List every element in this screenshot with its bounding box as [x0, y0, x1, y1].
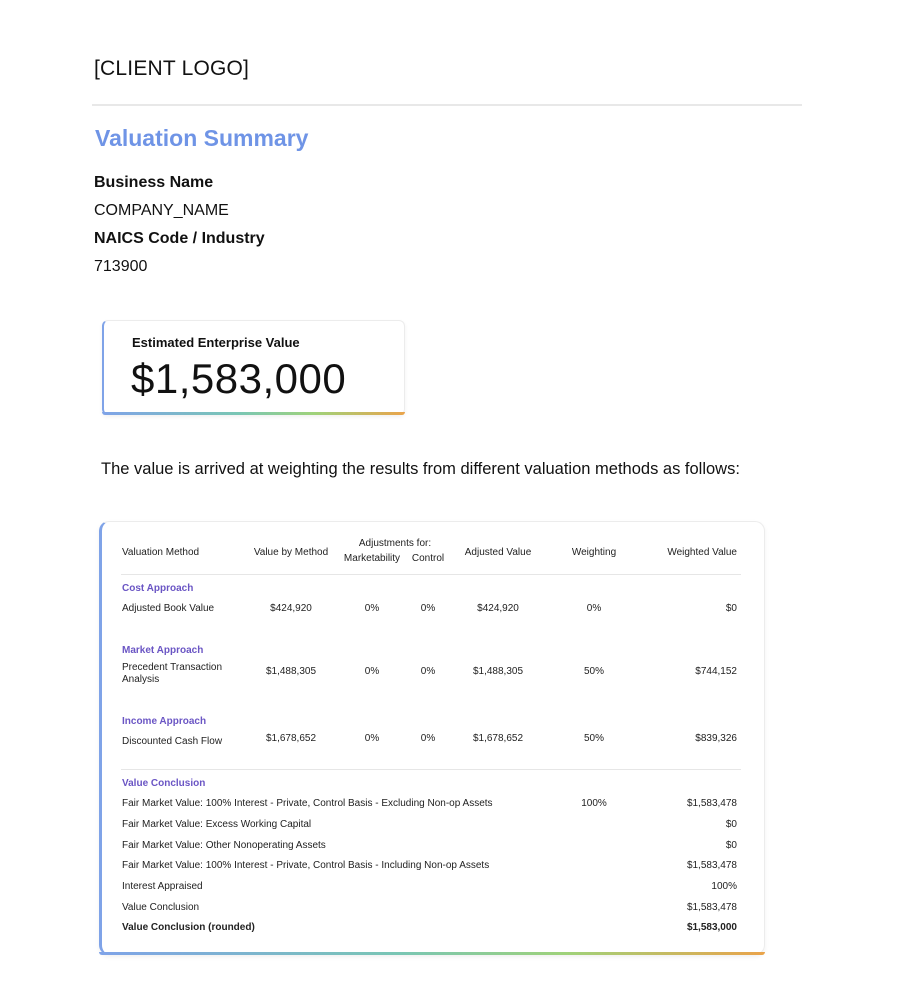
conclusion-rounded-value: $1,583,000 [686, 922, 737, 933]
row-weighting-income: 50% [583, 733, 605, 744]
conclusion-row-value: 100% [711, 881, 737, 892]
conclusion-rounded-label: Value Conclusion (rounded) [122, 922, 255, 933]
section-title-conclusion: Value Conclusion [122, 778, 206, 789]
conclusion-row-value: $1,583,478 [686, 902, 737, 913]
header-adjustments: Adjustments for: [358, 538, 432, 549]
naics-value: 713900 [94, 258, 148, 275]
header-weighted-value: Weighted Value [667, 547, 737, 558]
enterprise-value-card [102, 320, 405, 415]
conclusion-row-label: Interest Appraised [122, 881, 203, 892]
row-value-market: $1,488,305 [265, 666, 317, 677]
section-title-cost: Cost Approach [122, 583, 194, 594]
card-gradient-bar [102, 412, 405, 415]
conclusion-row-label: Value Conclusion [122, 902, 200, 913]
row-adjusted-income: $1,678,652 [472, 733, 524, 744]
row-value-income: $1,678,652 [265, 733, 317, 744]
header-divider-line [121, 574, 741, 575]
row-control-cost: 0% [420, 603, 436, 614]
conclusion-row-value: $1,583,478 [686, 860, 737, 871]
row-marketability-market: 0% [364, 666, 380, 677]
header-marketability: Marketability [343, 553, 401, 564]
table-gradient-bar [99, 952, 765, 955]
row-weighting-market: 50% [583, 666, 605, 677]
client-logo-placeholder: [CLIENT LOGO] [94, 57, 250, 80]
header-adjusted-value: Adjusted Value [464, 547, 532, 558]
enterprise-value-label: Estimated Enterprise Value [132, 335, 300, 350]
row-marketability-income: 0% [364, 733, 380, 744]
valuation-table-card [99, 521, 765, 955]
row-adjusted-market: $1,488,305 [472, 666, 524, 677]
row-weighted-cost: $0 [725, 603, 737, 614]
intro-text: The value is arrived at weighting the results from different valuation methods as follows: [101, 460, 740, 478]
business-name-value: COMPANY_NAME [94, 202, 229, 219]
row-weighted-income: $839,326 [695, 733, 737, 744]
business-name-label: Business Name [94, 174, 214, 191]
section-title-income: Income Approach [122, 716, 207, 727]
row-adjusted-cost: $424,920 [477, 603, 519, 614]
header-control: Control [411, 553, 445, 564]
row-method-cost: Adjusted Book Value [122, 603, 215, 614]
enterprise-value-amount: $1,583,000 [131, 355, 347, 402]
conclusion-row-weighting: 100% [581, 798, 607, 809]
conclusion-row-value: $1,583,478 [686, 798, 737, 809]
row-marketability-cost: 0% [364, 603, 380, 614]
row-method-income: Discounted Cash Flow [122, 736, 223, 747]
row-weighting-cost: 0% [586, 603, 602, 614]
conclusion-row-value: $0 [725, 819, 737, 830]
row-weighted-market: $744,152 [695, 666, 737, 677]
row-control-market: 0% [420, 666, 436, 677]
conclusion-divider-line [121, 769, 741, 770]
conclusion-row-value: $0 [725, 840, 737, 851]
row-method-market-line2: Analysis [122, 674, 160, 685]
header-value-by-method: Value by Method [253, 547, 329, 558]
header-divider [92, 104, 802, 106]
conclusion-row-label: Fair Market Value: Excess Working Capital [122, 819, 312, 830]
header-valuation-method: Valuation Method [122, 547, 200, 558]
header-weighting: Weighting [571, 547, 617, 558]
row-method-market-line1: Precedent Transaction [122, 662, 223, 673]
row-control-income: 0% [420, 733, 436, 744]
section-title-market: Market Approach [122, 645, 204, 656]
naics-label: NAICS Code / Industry [94, 230, 265, 247]
conclusion-row-label: Fair Market Value: Other Nonoperating Assets [122, 840, 326, 851]
row-value-cost: $424,920 [270, 603, 312, 614]
page-title: Valuation Summary [95, 125, 309, 151]
conclusion-row-label: Fair Market Value: 100% Interest - Private, Control Basis - Excluding Non-op Assets [122, 798, 493, 809]
conclusion-row-label: Fair Market Value: 100% Interest - Private, Control Basis - Including Non-op Assets [122, 860, 490, 871]
